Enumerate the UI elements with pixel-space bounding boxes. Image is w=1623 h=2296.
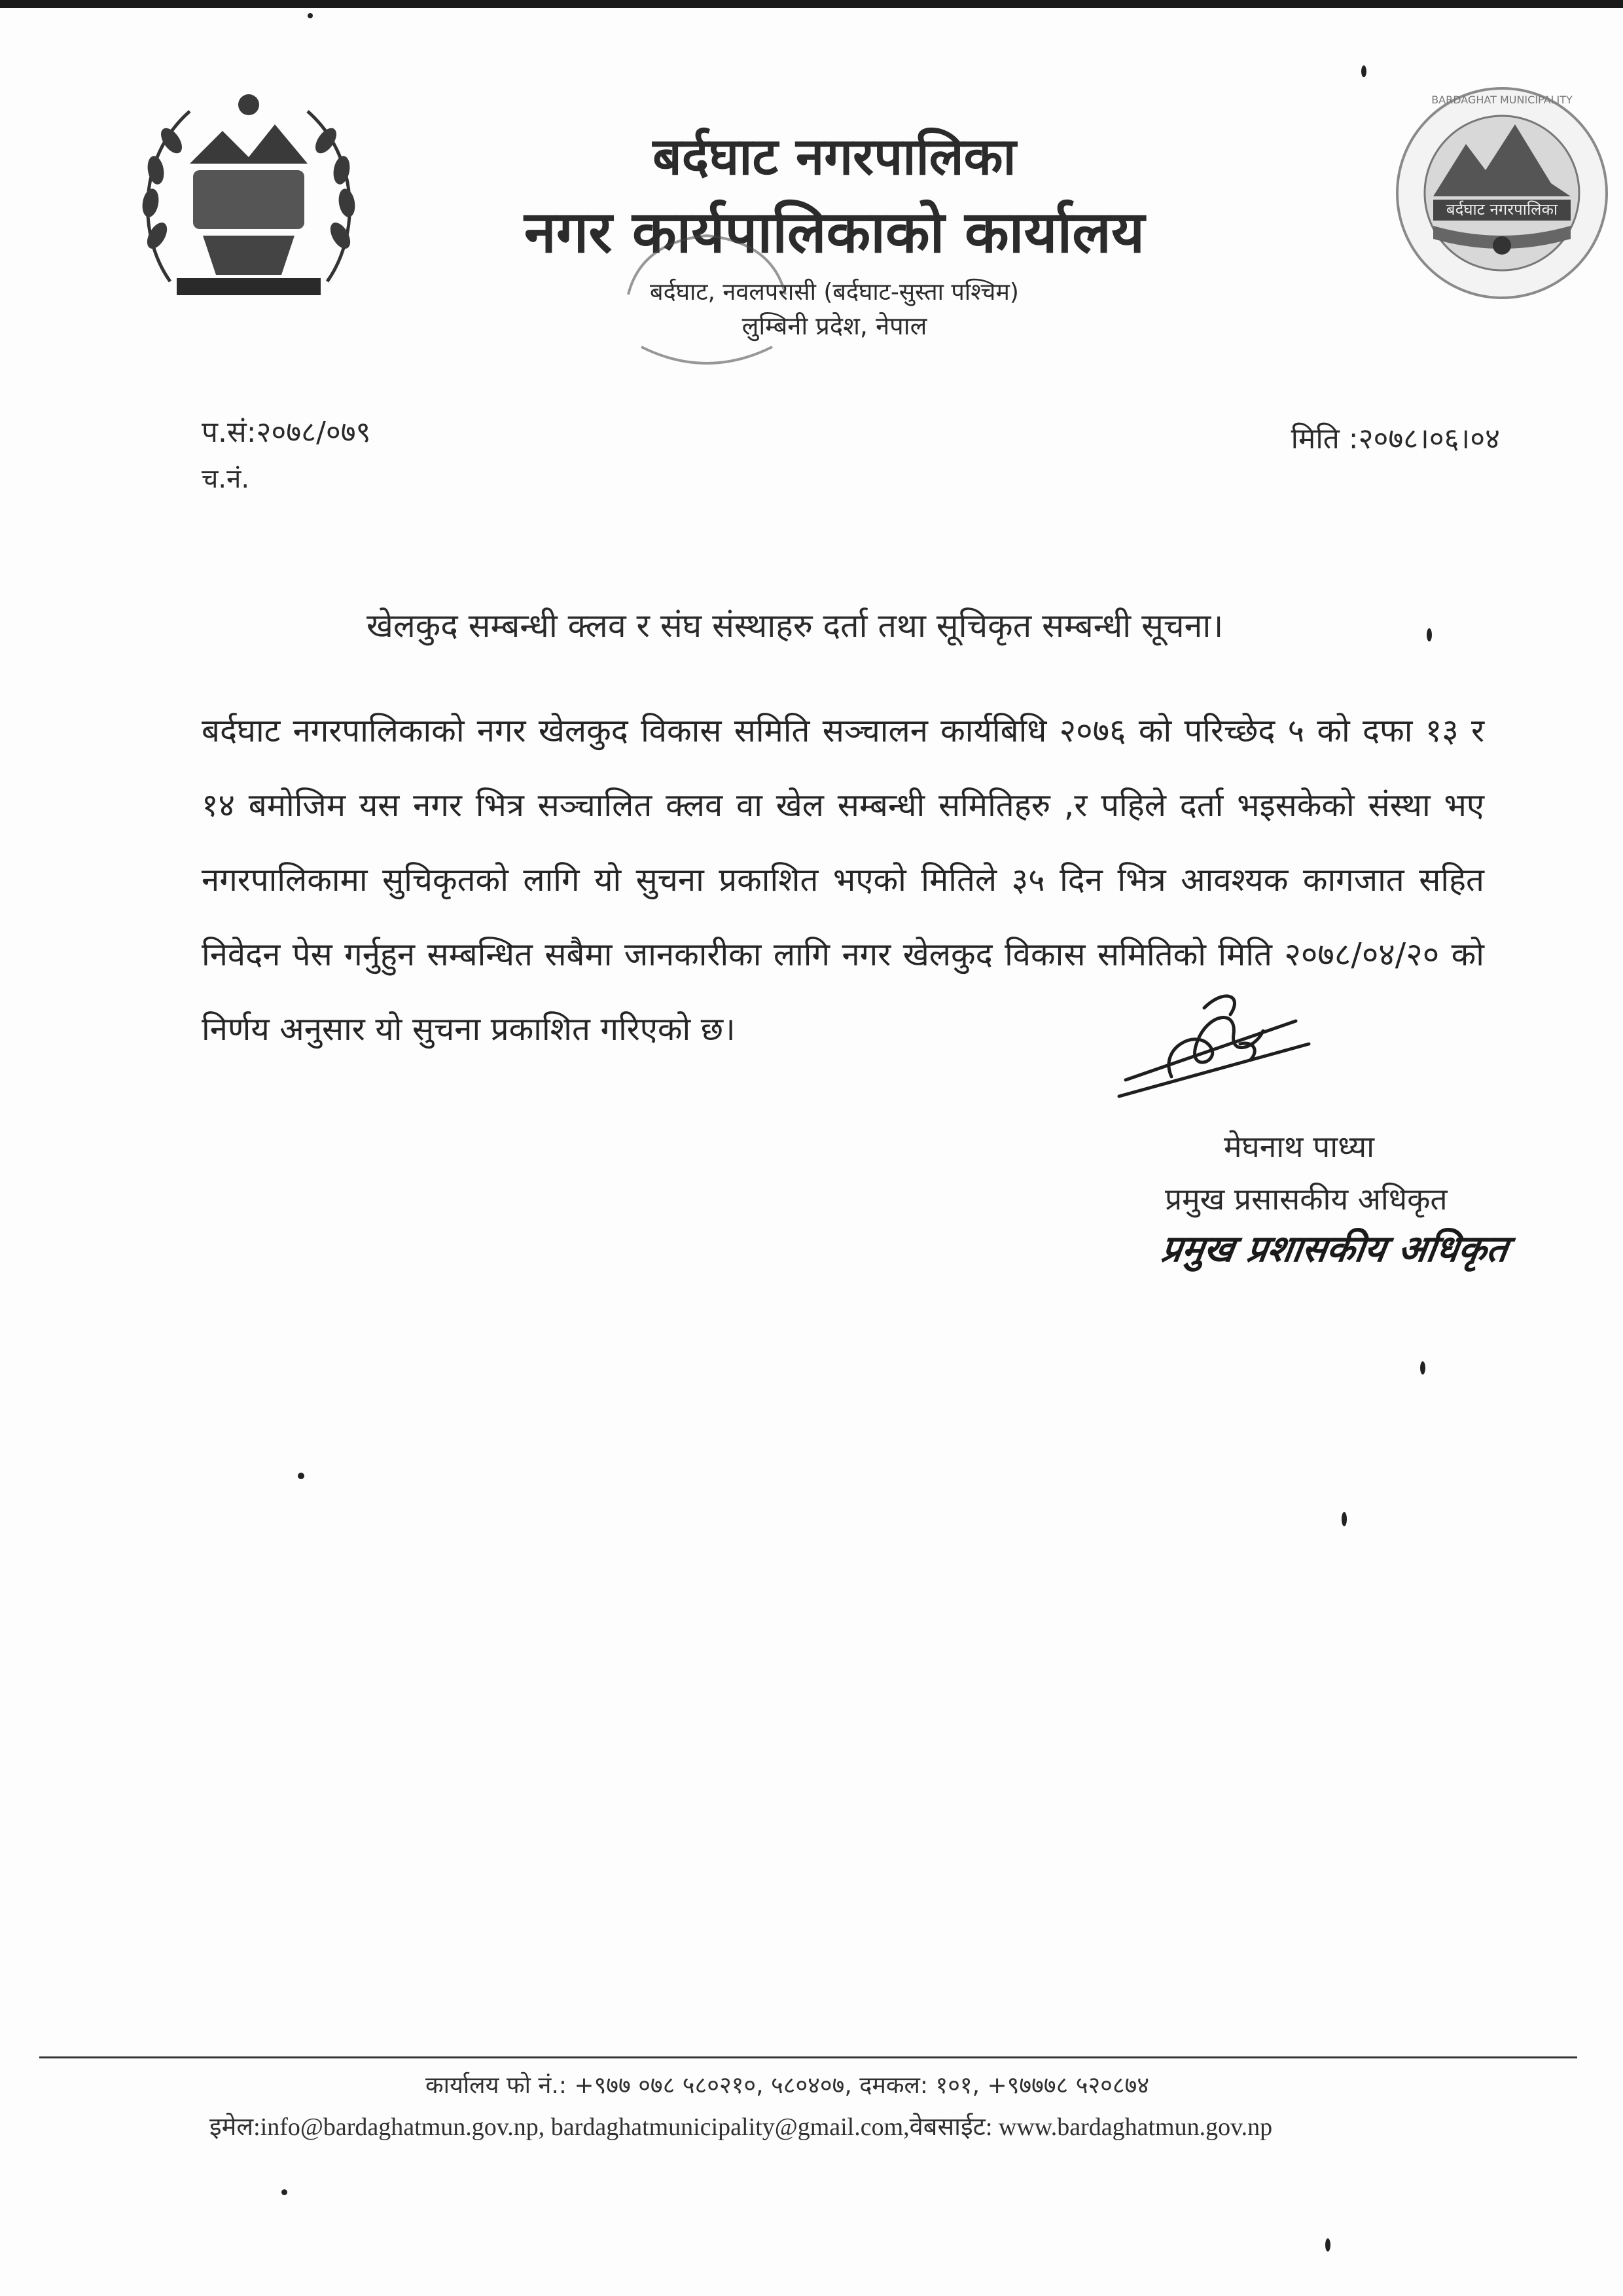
scan-speck xyxy=(1325,2238,1330,2251)
scan-speck xyxy=(308,13,313,18)
office-stamp-icon xyxy=(602,216,812,386)
signatory-name: मेघनाथ पाध्या xyxy=(1224,1129,1375,1164)
svg-text:बर्दघाट नगरपालिका: बर्दघाट नगरपालिका xyxy=(1446,200,1558,219)
signature-icon xyxy=(1099,969,1335,1126)
scan-speck xyxy=(298,1473,304,1479)
scan-speck xyxy=(1361,65,1366,77)
letter-date: मिति :२०७८।०६।०४ xyxy=(1291,422,1500,456)
office-province: लुम्बिनी प्रदेश, नेपाल xyxy=(741,312,927,340)
signatory-title: प्रमुख प्रसासकीय अधिकृत xyxy=(1165,1181,1448,1217)
notice-body: बर्दघाट नगरपालिकाको नगर खेलकुद विकास समिति सञ्चालन कार्यबिधि २०७६ को परिच्छेद ५ को दफा १३ र १४ बमोजिम यस नगर भित्र सञ्चालित क्लव वा खेल सम्बन्धी समितिहरु ,र पहिले दर्ता भइसकेको संस्था भए नगरपालिकामा सुचिकृतको लागि यो सुचना प्रकाशित भएको मितिले ३५ दिन भित्र आवश्यक कागजात सहित निवेदन पेस गर्नुहुन सम्बन्धित सबैमा जानकारीका लागि नगर खेलकुद विकास समितिको मिति २०७८/०४/२० को निर्णय अनुसार यो सुचना प्रकाशित गरिएको छ। xyxy=(202,712,1484,1048)
office-address: बर्दघाट, नवलपरासी (बर्दघाट-सुस्ता पश्चिम) xyxy=(650,279,1019,306)
signatory-title-stamp: प्रमुख प्रशासकीय अधिकृत xyxy=(1158,1228,1511,1270)
municipality-logo-icon xyxy=(1394,85,1610,301)
scan-speck xyxy=(1427,628,1432,641)
scan-top-edge xyxy=(0,0,1623,8)
letterhead xyxy=(458,124,1211,343)
municipality-name: बर्दघाट नगरपालिका xyxy=(652,128,1016,187)
footer-phone-line: कार्यालय फो नं.: +९७७ ०७८ ५८०२१०, ५८०४०७, दमकल: १०१, +९७७७८ ५२०८७४ xyxy=(425,2072,1150,2099)
government-emblem-icon xyxy=(131,85,366,308)
footer-divider xyxy=(39,2056,1577,2058)
chalani-number: च.नं. xyxy=(202,464,250,494)
office-name: नगर कार्यपालिकाको कार्यालय xyxy=(524,198,1145,266)
notice-subject: खेलकुद सम्बन्धी क्लव र संघ संस्थाहरु दर्ता तथा सूचिकृत सम्बन्धी सूचना। xyxy=(366,607,1224,645)
reference-number: प.सं:२०७८/०७९ xyxy=(202,416,371,449)
scan-speck xyxy=(1342,1512,1347,1526)
scan-speck xyxy=(1420,1361,1425,1374)
svg-text:BARDAGHAT MUNICIPALITY: BARDAGHAT MUNICIPALITY xyxy=(1431,94,1573,106)
footer-contact-line: इमेल:info@bardaghatmun.gov.np, bardaghatmunicipality@gmail.com,वेबसाईट: www.bardaghatmun.gov.np xyxy=(209,2113,1273,2141)
scan-speck xyxy=(281,2189,287,2195)
